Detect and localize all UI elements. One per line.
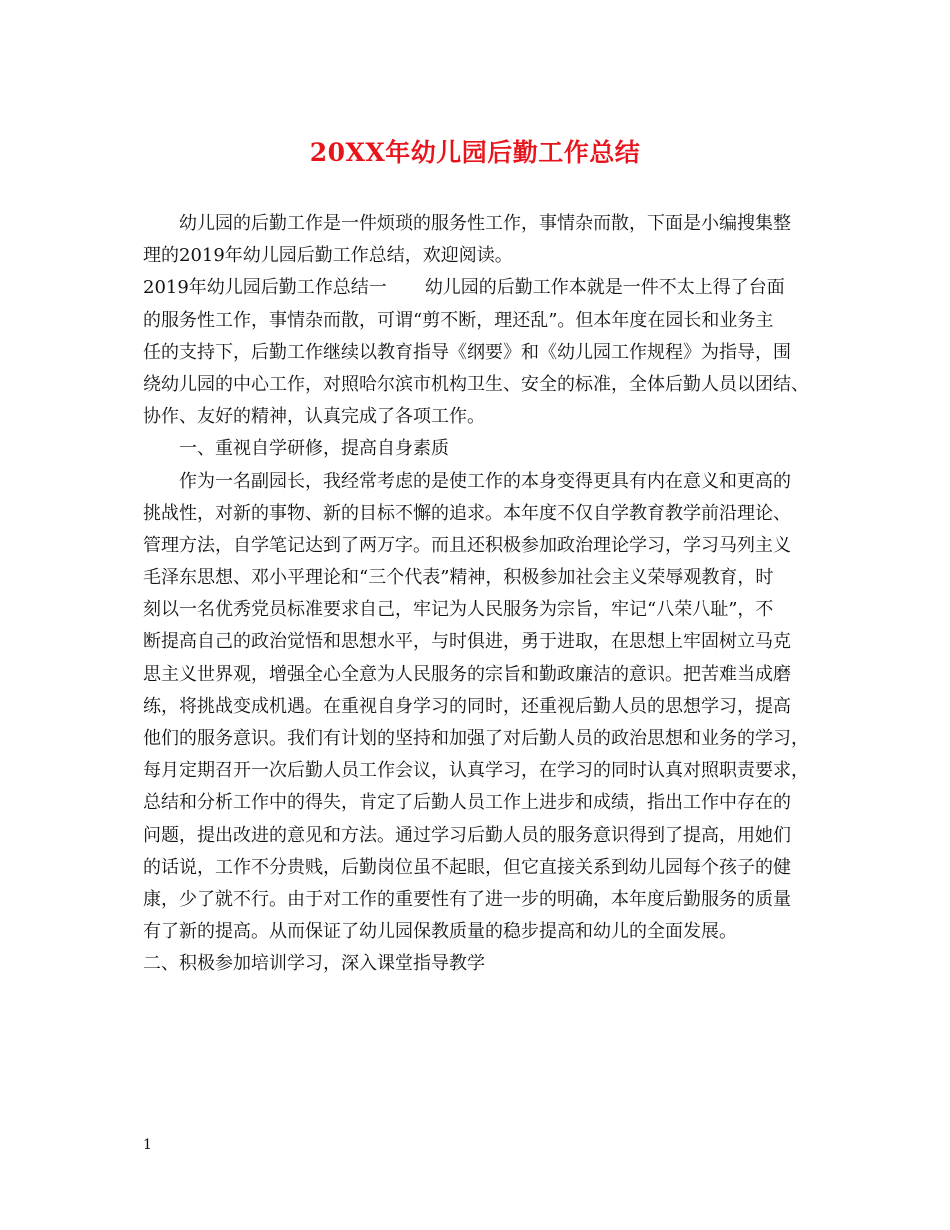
page-number: 1 (143, 1137, 152, 1153)
paragraph-line: 作为一名副园长，我经常考虑的是使工作的本身变得更具有内在意义和更高的 (179, 470, 791, 492)
paragraph-line: 的服务性工作，事情杂而散，可谓“剪不断，理还乱”。但本年度在园长和业务主 (143, 309, 774, 331)
paragraph-line: 毛泽东思想、邓小平理论和“三个代表”精神，积极参加社会主义荣辱观教育，时 (143, 567, 774, 589)
paragraph-line: 有了新的提高。从而保证了幼儿园保教质量的稳步提高和幼儿的全面发展。 (143, 921, 737, 943)
paragraph-line: 刻以一名优秀党员标准要求自己，牢记为人民服务为宗旨，牢记“八荣八耻”，不 (143, 599, 774, 621)
paragraph-line: 练，将挑战变成机遇。在重视自身学习的同时，还重视后勤人员的思想学习，提高 (143, 695, 791, 717)
paragraph-line: 绕幼儿园的中心工作，对照哈尔滨市机构卫生、安全的标准，全体后勤人员以团结、 (143, 373, 809, 395)
paragraph-line: 管理方法，自学笔记达到了两万字。而且还积极参加政治理论学习，学习马列主义 (143, 534, 791, 556)
paragraph-line: 每月定期召开一次后勤人员工作会议，认真学习，在学习的同时认真对照职责要求， (143, 760, 809, 782)
paragraph-line: 康，少了就不行。由于对工作的重要性有了进一步的明确，本年度后勤服务的质量 (143, 888, 791, 910)
document-title: 20XX年幼儿园后勤工作总结 (309, 138, 641, 167)
paragraph-line: 问题，提出改进的意见和方法。通过学习后勤人员的服务意识得到了提高，用她们 (143, 824, 791, 846)
section-heading-inline: 2019年幼儿园后勤工作总结一 (143, 277, 387, 299)
document-body (143, 208, 823, 1013)
paragraph-line: 二、积极参加培训学习，深入课堂指导教学 (143, 953, 485, 975)
paragraph-line-with-heading (143, 272, 823, 304)
paragraph-line: 断提高自己的政治觉悟和思想水平，与时俱进，勇于进取，在思想上牢固树立马克 (143, 631, 791, 653)
paragraph-line: 总结和分析工作中的得失，肯定了后勤人员工作上进步和成绩，指出工作中存在的 (143, 792, 791, 814)
paragraph-line: 理的2019年幼儿园后勤工作总结，欢迎阅读。 (143, 245, 513, 267)
paragraph-line: 的话说，工作不分贵贱，后勤岗位虽不起眼，但它直接关系到幼儿园每个孩子的健 (143, 856, 791, 878)
paragraph-line: 幼儿园的后勤工作是一件烦琐的服务性工作，事情杂而散，下面是小编搜集整 (179, 213, 791, 234)
paragraph-line: 他们的服务意识。我们有计划的坚持和加强了对后勤人员的政治思想和业务的学习， (143, 728, 809, 749)
section-heading: 一、重视自学研修，提高自身素质 (179, 438, 449, 460)
paragraph-line: 协作、友好的精神，认真完成了各项工作。 (143, 406, 485, 428)
paragraph-line: 任的支持下，后勤工作继续以教育指导《纲要》和《幼儿园工作规程》为指导，围 (143, 341, 791, 363)
paragraph-line: 挑战性，对新的事物、新的目标不懈的追求。本年度不仅自学教育教学前沿理论、 (143, 502, 791, 524)
paragraph-line: 思主义世界观，增强全心全意为人民服务的宗旨和勤政廉洁的意识。把苦难当成磨 (143, 663, 791, 685)
section-heading (143, 981, 823, 1013)
paragraph-text-inline: 幼儿园的后勤工作本就是一件不太上得了台面 (424, 277, 785, 299)
